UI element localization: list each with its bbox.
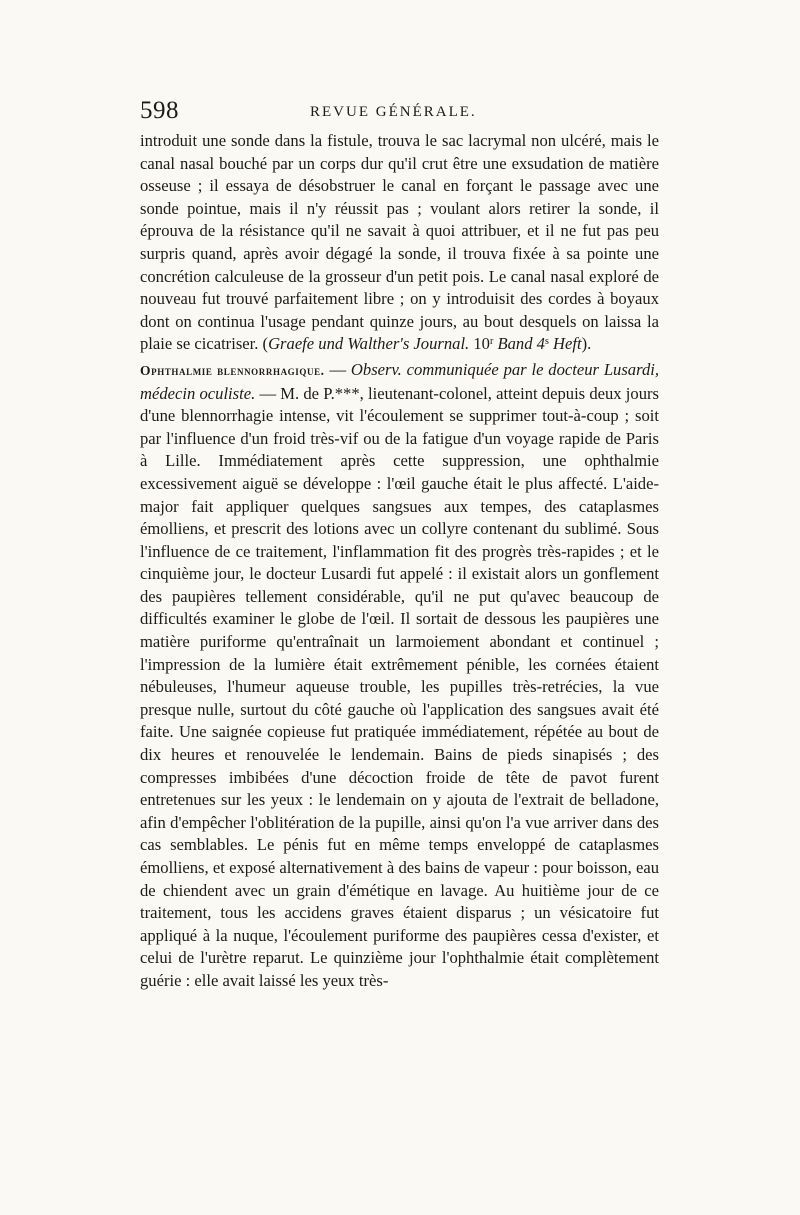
heading-dash: — (324, 359, 351, 379)
citation-volume: 10 (473, 334, 490, 354)
paragraph-ophthalmie (140, 359, 659, 993)
page-number: 598 (140, 97, 179, 124)
citation-heft: Heft (553, 334, 582, 354)
section-heading: Ophthalmie blennorrhagique. (140, 362, 325, 378)
citation-band-suffix: s (544, 336, 549, 348)
citation-journal: Graefe und Walther's Journal. (268, 334, 470, 354)
citation-end: ). (581, 334, 592, 354)
paragraph-text: introduit une sonde dans la fistule, trouva le sac lacrymal non ulcéré, mais le canal nasal bouché par un corps dur qu'il crut être une exsudation de matière osseuse ; il essaya de désobstruer le canal en forçant le passage avec une sonde pointue, mais il n'y réussit pas ; voulant alors retirer la sonde, il éprouva de la résistance qu'il ne savait à quoi attribuer, et il ne fut pas peu surpris quand, après avoir dégagé la sonde, il trouva fixée à sa pointe une concrétion calculeuse de la grosseur d'un petit pois. Le canal nasal exploré de nouveau fut trouvé parfaitement libre ; on y introduisit des cordes à boyaux dont on continua l'usage pendant quinze jours, au bout desquels on laissa la plaie se cicatriser. ( (140, 131, 659, 354)
running-title: REVUE GÉNÉRALE. (310, 104, 477, 120)
paragraph-fistula-case (140, 130, 659, 356)
observation-attribution: Observ. communiquée par le docteur Lusardi, médecin oculiste. (140, 359, 659, 403)
page-header (140, 96, 655, 126)
body-text (140, 130, 659, 993)
citation-volume-suffix: r (489, 336, 494, 348)
paragraph-text: — M. de P.***, lieutenant-colonel, atteint depuis deux jours d'une blennorrhagie intense, vit l'écoulement se supprimer tout-à-coup ; soit par l'influence d'un froid très-vif ou de la fatigue d'un voyage rapide de Paris à Lille. Immédiatement après cette suppression, une ophthalmie excessivement aiguë se développe : l'œil gauche était le plus affecté. L'aide-major fait appliquer quelques sangsues aux tempes, des cataplasmes émolliens, et prescrit des lotions avec un collyre contenant du sublimé. Sous l'influence de ce traitement, l'inflammation fit des progrès très-rapides ; et le cinquième jour, le docteur Lusardi fut appelé : il existait alors un gonflement des paupières tellement considérable, qu'il ne put qu'avec beaucoup de difficultés examiner le globe de l'œil. Il sortait de dessous les paupières une matière puriforme qu'entraînait un larmoiement abondant et continuel ; l'impression de la lumière était extrêmement pénible, les cornées étaient nébuleuses, l'humeur aqueuse trouble, les pupilles très-retrécies, la vue presque nulle, surtout du côté gauche où l'application des sangsues avait été faite. Une saignée copieuse fut pratiquée immédiatement, répétée au bout de dix heures et renouvelée le lendemain. Bains de pieds sinapisés ; des compresses imbibées d'une décoction froide de tête de pavot furent entretenues sur les yeux : le lendemain on y ajouta de l'extrait de belladone, afin d'empêcher l'oblitération de la pupille, ainsi qu'on l'a vue arriver dans des cas semblables. Le pénis fut en même temps enveloppé de cataplasmes émolliens, et exposé alternativement à des bains de vapeur : pour boisson, eau de chiendent avec un grain d'émétique en lavage. Au huitième jour de ce traitement, tous les accidens graves étaient disparus ; un vésicatoire fut appliqué à la nuque, l'écoulement puriforme des paupières cessa d'exister, et celui de l'urètre reparut. Le quinzième jour l'ophthalmie était complètement guérie : elle avait laissé les yeux très- (140, 383, 659, 990)
citation-band: Band 4 (497, 334, 545, 354)
